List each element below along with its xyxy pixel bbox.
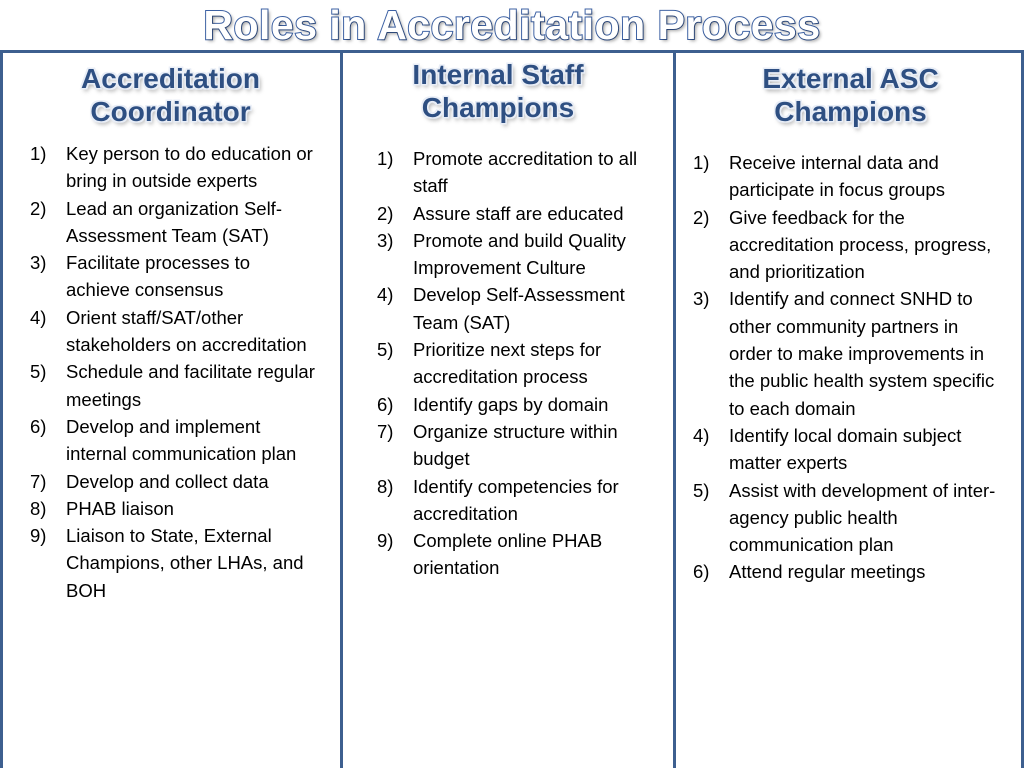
list-item <box>693 204 998 286</box>
column-heading-line-1: Internal Staff <box>412 59 584 90</box>
column-heading-line-2: Coordinator <box>90 96 251 127</box>
item-text: PHAB liaison <box>66 497 174 519</box>
item-number: 2) <box>693 206 710 228</box>
list-item <box>30 195 315 250</box>
item-text: Facilitate processes to achieve consensus <box>66 252 251 301</box>
role-list <box>377 145 667 582</box>
item-number: 6) <box>30 415 47 437</box>
list-item <box>30 495 315 522</box>
list-item <box>377 281 667 336</box>
item-number: 1) <box>377 148 394 169</box>
item-number: 6) <box>693 561 710 583</box>
item-number: 4) <box>693 424 710 446</box>
item-text: Develop Self-Assessment Team (SAT) <box>413 284 625 333</box>
list-item <box>30 249 315 304</box>
list-item <box>693 422 998 477</box>
item-text: Promote accreditation to all staff <box>413 148 638 197</box>
column-heading <box>323 58 673 124</box>
list-item <box>693 477 998 559</box>
column-accreditation-coordinator <box>3 53 340 604</box>
item-number: 9) <box>30 525 47 547</box>
item-number: 3) <box>693 288 710 310</box>
item-text: Key person to do education or bring in outside experts <box>66 143 313 192</box>
item-number: 7) <box>30 470 47 492</box>
item-text: Attend regular meetings <box>729 561 926 583</box>
item-number: 2) <box>377 202 394 224</box>
slide-title: Roles in Accreditation Process <box>203 2 821 48</box>
list-item <box>693 285 998 421</box>
item-text: Receive internal data and participate in focus groups <box>729 152 945 201</box>
item-number: 1) <box>693 152 710 173</box>
list-item <box>30 413 315 468</box>
item-text: Identify and connect SNHD to other community partners in order to make improvements in the public health system specific to each domain <box>729 288 995 419</box>
list-item <box>693 149 998 204</box>
item-text: Develop and implement internal communication plan <box>66 415 297 465</box>
column-internal-staff-champions <box>343 53 673 582</box>
item-number: 3) <box>377 229 394 251</box>
item-number: 8) <box>30 497 47 519</box>
item-text: Schedule and facilitate regular meetings <box>66 361 315 410</box>
list-item <box>377 227 667 282</box>
column-heading-line-1: Accreditation <box>81 63 260 94</box>
list-item <box>30 358 315 413</box>
item-number: 9) <box>377 530 394 552</box>
list-item <box>30 468 315 495</box>
list-item <box>30 140 315 195</box>
item-number: 4) <box>377 284 394 306</box>
item-number: 5) <box>30 361 47 383</box>
item-text: Prioritize next steps for accreditation process <box>413 339 602 388</box>
item-number: 2) <box>30 197 47 219</box>
item-text: Lead an organization Self-Assessment Team (SAT) <box>66 197 282 246</box>
item-number: 5) <box>693 479 710 501</box>
item-text: Identify gaps by domain <box>413 393 609 415</box>
column-heading-line-2: Champions <box>774 96 927 127</box>
role-list <box>30 140 315 604</box>
list-item <box>377 473 667 528</box>
item-number: 3) <box>30 252 47 274</box>
column-heading <box>1 62 340 128</box>
list-item <box>377 527 667 582</box>
list-item <box>30 304 315 359</box>
item-number: 6) <box>377 393 394 415</box>
column-heading-line-1: External ASC <box>762 63 939 94</box>
role-list <box>693 149 998 586</box>
item-text: Orient staff/SAT/other stakeholders on accreditation <box>66 306 307 356</box>
item-number: 5) <box>377 339 394 361</box>
item-text: Assure staff are educated <box>413 202 624 224</box>
list-item <box>693 558 998 585</box>
item-number: 4) <box>30 306 47 328</box>
list-item <box>377 418 667 473</box>
list-item <box>377 336 667 391</box>
item-text: Identify competencies for accreditation <box>413 475 619 524</box>
column-heading <box>680 62 1021 128</box>
column-external-asc-champions <box>676 53 1021 586</box>
item-text: Assist with development of inter-agency public health communication plan <box>729 479 996 556</box>
item-text: Complete online PHAB orientation <box>413 530 603 579</box>
item-number: 1) <box>30 143 47 164</box>
item-text: Give feedback for the accreditation process, progress, and prioritization <box>729 206 992 283</box>
item-number: 8) <box>377 475 394 497</box>
list-item <box>377 391 667 418</box>
item-text: Organize structure within budget <box>413 420 618 470</box>
item-text: Develop and collect data <box>66 470 269 492</box>
list-item <box>377 200 667 227</box>
item-number: 7) <box>377 420 394 442</box>
column-heading-line-2: Champions <box>421 92 575 123</box>
item-text: Promote and build Quality Improvement Culture <box>413 229 626 279</box>
list-item <box>377 145 667 200</box>
list-item <box>30 522 315 604</box>
item-text: Identify local domain subject matter experts <box>729 424 962 474</box>
item-text: Liaison to State, External Champions, other LHAs, and BOH <box>66 525 304 601</box>
